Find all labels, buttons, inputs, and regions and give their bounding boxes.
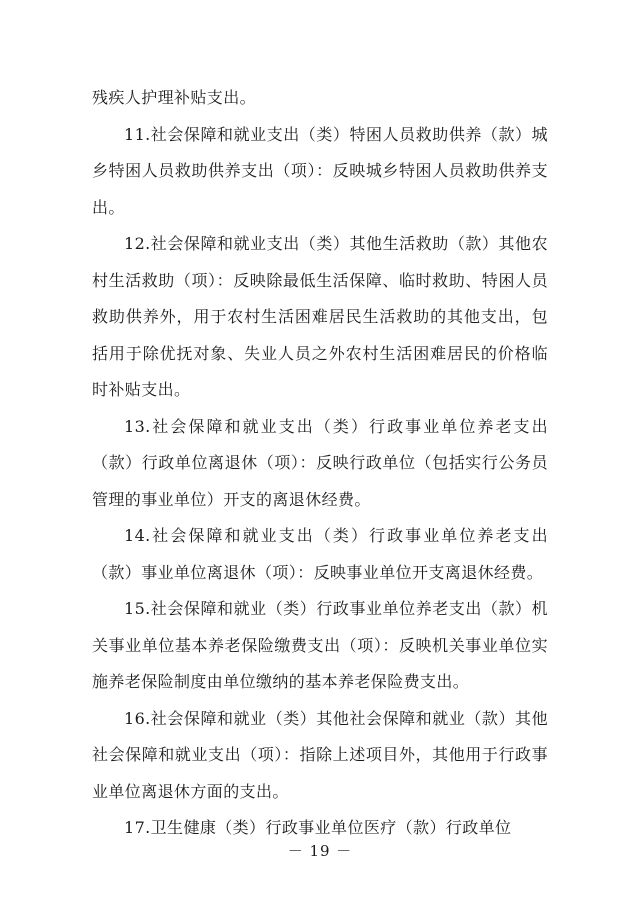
- paragraph-item-15: 15.社会保障和就业（类）行政事业单位养老支出（款）机关事业单位基本养老保险缴费支出（项）：反映机关事业单位实施养老保险制度由单位缴纳的基本养老保险费支出。: [92, 599, 548, 691]
- paragraph-item-11: 11.社会保障和就业支出（类）特困人员救助供养（款）城乡特困人员救助供养支出（项）：反映城乡特困人员救助供养支出。: [92, 124, 548, 217]
- paragraph-item-12: 12.社会保障和就业支出（类）其他生活救助（款）其他农村生活救助（项）：反映除最低生活保障、临时救助、特困人员救助供养外，用于农村生活困难居民生活救助的其他支出，包括用于除优抚对象、失业人员之外农村生活困难居民的价格临时补贴支出。: [92, 234, 548, 399]
- paragraph-item-14: 14.社会保障和就业支出（类）行政事业单位养老支出（款）事业单位离退休（项）：反映事业单位开支离退休经费。: [92, 526, 548, 582]
- paragraph-item-13: 13.社会保障和就业支出（类）行政事业单位养老支出（款）行政单位离退休（项）：反映行政单位（包括实行公务员管理的事业单位）开支的离退休经费。: [92, 416, 548, 509]
- body-text: [92, 80, 548, 847]
- paragraph-item-16: 16.社会保障和就业（类）其他社会保障和就业（款）其他社会保障和就业支出（项）：指除上述项目外，其他用于行政事业单位离退休方面的支出。: [92, 708, 548, 801]
- page-number: － 19 －: [287, 842, 353, 860]
- paragraph-continuation: 残疾人护理补贴支出。: [92, 88, 257, 107]
- paragraph-item-17: 17.卫生健康（类）行政事业单位医疗（款）行政单位: [124, 818, 512, 837]
